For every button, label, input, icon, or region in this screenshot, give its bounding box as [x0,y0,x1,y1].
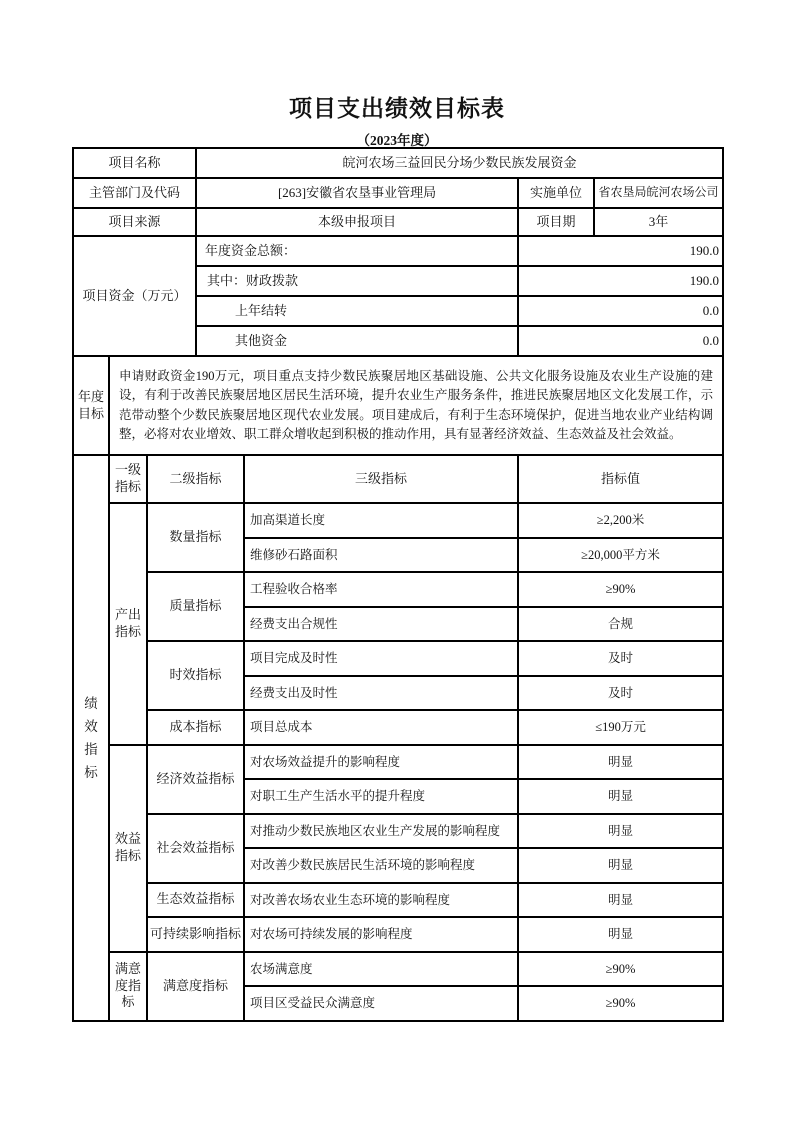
project-name-value: 皖河农场三益回民分场少数民族发展资金 [196,148,723,178]
indicator-l3-cell: 工程验收合格率 [244,572,518,607]
table-row [73,814,723,849]
table-row [73,208,723,236]
indicator-l3-cell: 维修砂石路面积 [244,538,518,573]
indicator-value-cell: ≥90% [518,986,723,1021]
l2-group-label: 成本指标 [147,710,244,745]
indicator-value-cell: ≥90% [518,952,723,987]
indicator-value-cell: ≥2,200米 [518,503,723,538]
indicator-value-cell: ≤190万元 [518,710,723,745]
annual-goal-label: 年度目标 [73,356,109,455]
indicator-l3-cell: 加高渠道长度 [244,503,518,538]
table-row [73,745,723,780]
page-subtitle: （2023年度） [356,133,438,148]
indicator-l3-cell: 经费支出合规性 [244,607,518,642]
indicator-l3-cell: 对农场可持续发展的影响程度 [244,917,518,952]
funding-row-label: 其他资金 [196,326,518,356]
indicator-l3-cell: 项目区受益民众满意度 [244,986,518,1021]
indicator-value-cell: 及时 [518,676,723,711]
table-row [73,917,723,952]
l2-group-label: 时效指标 [147,641,244,710]
impl-unit-value: 省农垦局皖河农场公司 [594,178,723,208]
indicator-l3-cell: 项目完成及时性 [244,641,518,676]
funding-row-value: 190.0 [518,236,723,266]
header-l2: 二级指标 [147,455,244,503]
indicator-l3-cell: 经费支出及时性 [244,676,518,711]
table-row [73,178,723,208]
l2-group-label: 可持续影响指标 [147,917,244,952]
l2-group-label: 社会效益指标 [147,814,244,883]
indicator-value-cell: 明显 [518,883,723,918]
l2-group-label: 数量指标 [147,503,244,572]
indicator-value-cell: ≥20,000平方米 [518,538,723,573]
indicators-side-label [73,455,109,1021]
table-row [73,148,723,178]
period-label: 项目期 [518,208,594,236]
indicator-l3-cell: 对职工生产生活水平的提升程度 [244,779,518,814]
table-row [73,641,723,676]
indicator-l3-cell: 农场满意度 [244,952,518,987]
table-row [73,572,723,607]
indicator-value-cell: 合规 [518,607,723,642]
indicator-value-cell: 明显 [518,745,723,780]
table-row [73,356,723,455]
indicator-l3-cell: 对改善少数民族居民生活环境的影响程度 [244,848,518,883]
indicator-value-cell: ≥90% [518,572,723,607]
header-l1: 一级指标 [109,455,147,503]
annual-goal-text: 申请财政资金190万元，项目重点支持少数民族聚居地区基础设施、公共文化服务设施及农业生产设施的建设，有利于改善民族聚居地区居民生活环境，提升农业生产服务条件，推进民族聚居地区文化发展工作，示范带动整个少数民族聚居地区现代农业发展。项目建成后，有利于生态环境保护，促进当地农业产业结构调整，必将对农业增效、职工群众增收起到积极的推动作用，具有显著经济效益、生态效益及社会效益。 [109,356,723,455]
funding-row-label: 年度资金总额： [196,236,518,266]
indicator-value-cell: 明显 [518,848,723,883]
l2-group-label: 质量指标 [147,572,244,641]
indicator-l3-cell: 项目总成本 [244,710,518,745]
table-row [73,952,723,987]
indicator-l3-cell: 对改善农场农业生态环境的影响程度 [244,883,518,918]
indicator-value-cell: 明显 [518,917,723,952]
funding-row-label: 其中：财政拨款 [196,266,518,296]
l2-group-label: 经济效益指标 [147,745,244,814]
performance-target-table [72,147,724,1022]
source-value: 本级申报项目 [196,208,518,236]
dept-value: [263]安徽省农垦事业管理局 [196,178,518,208]
l1-group-label: 效益指标 [109,745,147,952]
funding-row-value: 0.0 [518,296,723,326]
period-value: 3年 [594,208,723,236]
dept-label: 主管部门及代码 [73,178,196,208]
funding-row-label: 上年结转 [196,296,518,326]
source-label: 项目来源 [73,208,196,236]
table-row [73,883,723,918]
l2-group-label: 满意度指标 [147,952,244,1021]
indicators-side-label-text: 绩效指标 [84,695,98,780]
indicator-l3-cell: 对推动少数民族地区农业生产发展的影响程度 [244,814,518,849]
indicator-value-cell: 明显 [518,779,723,814]
header-l3: 三级指标 [244,455,518,503]
l1-group-label: 满意度指标 [109,952,147,1021]
table-row [73,710,723,745]
impl-unit-label: 实施单位 [518,178,594,208]
page-title: 项目支出绩效目标表 [289,96,505,121]
funding-row-value: 190.0 [518,266,723,296]
indicator-value-cell: 明显 [518,814,723,849]
l1-group-label: 产出指标 [109,503,147,745]
funding-label: 项目资金（万元） [73,236,196,356]
indicator-value-cell: 及时 [518,641,723,676]
l2-group-label: 生态效益指标 [147,883,244,918]
funding-row-value: 0.0 [518,326,723,356]
indicator-l3-cell: 对农场效益提升的影响程度 [244,745,518,780]
table-row [73,503,723,538]
table-row [73,455,723,503]
project-name-label: 项目名称 [73,148,196,178]
header-value: 指标值 [518,455,723,503]
table-row [73,236,723,266]
